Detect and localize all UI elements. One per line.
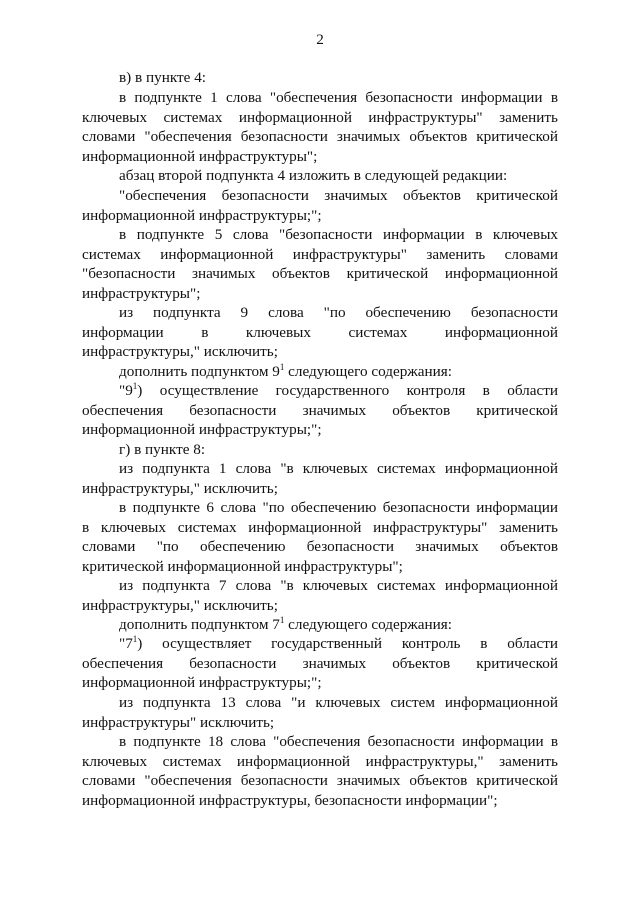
text-run: дополнить подпунктом 9 <box>119 363 280 380</box>
paragraph <box>82 186 558 225</box>
text-line: абзац второй подпункта 4 изложить в следующей редакции: <box>119 167 508 184</box>
text-line: в подпункте 1 слова "обеспечения безопасности информации в <box>119 89 558 106</box>
text-line: в подпункте 18 слова "обеспечения безопасности информации в <box>119 733 558 750</box>
text-line: информационной инфраструктуры;"; <box>82 674 322 691</box>
text-line: "безопасности значимых объектов критической информационной <box>82 265 558 282</box>
text-line: "обеспечения безопасности значимых объектов критической <box>119 187 558 204</box>
text-line: информационной инфраструктуры;"; <box>82 206 322 224</box>
text-line: обеспечения безопасности значимых объектов критической <box>82 654 558 672</box>
text-run: ) осуществление государственного контроля в области <box>137 382 558 399</box>
paragraph <box>82 693 558 732</box>
text-line: информационной инфраструктуры;"; <box>82 421 322 438</box>
superscript: 1 <box>279 362 285 372</box>
paragraph <box>82 732 558 810</box>
text-run: ) осуществляет государственный контроль в области <box>137 635 558 652</box>
text-line <box>82 615 558 635</box>
paragraph <box>82 615 558 635</box>
text-line: системах информационной инфраструктуры" заменить словами <box>82 245 558 263</box>
text-run: следующего содержания: <box>284 616 452 633</box>
text-line: инфраструктуры," исключить; <box>82 479 278 497</box>
page-number: 2 <box>316 31 324 48</box>
text-line: обеспечения безопасности значимых объектов критической <box>82 401 558 419</box>
text-line: инфраструктуры" исключить; <box>82 713 275 731</box>
paragraph <box>82 634 558 693</box>
paragraph <box>82 576 558 615</box>
text-line: критической информационной инфраструктуры"; <box>82 557 403 575</box>
text-line: словами "обеспечения безопасности значимых объектов критической <box>82 772 558 789</box>
text-line: ключевых системах информационной инфраструктуры," заменить <box>82 752 558 770</box>
paragraph <box>82 68 558 88</box>
paragraph <box>82 303 558 362</box>
text-line: инфраструктуры," исключить; <box>82 596 278 614</box>
text-run: дополнить подпунктом 7 <box>119 616 280 633</box>
text-line <box>82 362 558 382</box>
text-line: информации в ключевых системах информационной <box>82 323 558 341</box>
text-line: в подпункте 6 слова "по обеспечению безопасности информации <box>119 499 558 516</box>
text-line: словами "по обеспечению безопасности значимых объектов <box>82 538 558 555</box>
text-line: в подпункте 5 слова "безопасности информации в ключевых <box>119 226 558 243</box>
text-run: "9 <box>119 382 133 399</box>
text-line: из подпункта 1 слова "в ключевых системах информационной <box>119 460 558 477</box>
paragraph <box>82 362 558 382</box>
text-line <box>82 381 558 401</box>
text-run: "7 <box>119 635 133 652</box>
text-run: следующего содержания: <box>284 363 452 380</box>
text-line: в ключевых системах информационной инфраструктуры" заменить <box>82 518 558 536</box>
paragraph <box>82 498 558 576</box>
text-line: словами "обеспечения безопасности значимых объектов критической <box>82 128 558 145</box>
paragraph <box>82 88 558 166</box>
text-line: информационной инфраструктуры, безопасности информации"; <box>82 791 498 809</box>
text-line: информационной инфраструктуры"; <box>82 147 318 165</box>
superscript: 1 <box>132 381 138 391</box>
paragraph <box>82 225 558 303</box>
paragraph <box>82 459 558 498</box>
text-line: из подпункта 9 слова "по обеспечению безопасности <box>119 304 558 321</box>
paragraph <box>82 381 558 440</box>
paragraph <box>82 440 558 460</box>
text-line: в) в пункте 4: <box>119 69 207 86</box>
text-line: инфраструктуры," исключить; <box>82 343 278 360</box>
text-line: г) в пункте 8: <box>119 441 206 458</box>
text-line: ключевых системах информационной инфраструктуры" заменить <box>82 108 558 126</box>
superscript: 1 <box>279 615 285 625</box>
text-line: из подпункта 7 слова "в ключевых системах информационной <box>119 577 558 594</box>
paragraph <box>82 166 558 186</box>
text-line: инфраструктуры"; <box>82 284 201 302</box>
text-line: из подпункта 13 слова "и ключевых систем информационной <box>119 694 558 711</box>
superscript: 1 <box>132 634 138 644</box>
text-line <box>82 634 558 654</box>
